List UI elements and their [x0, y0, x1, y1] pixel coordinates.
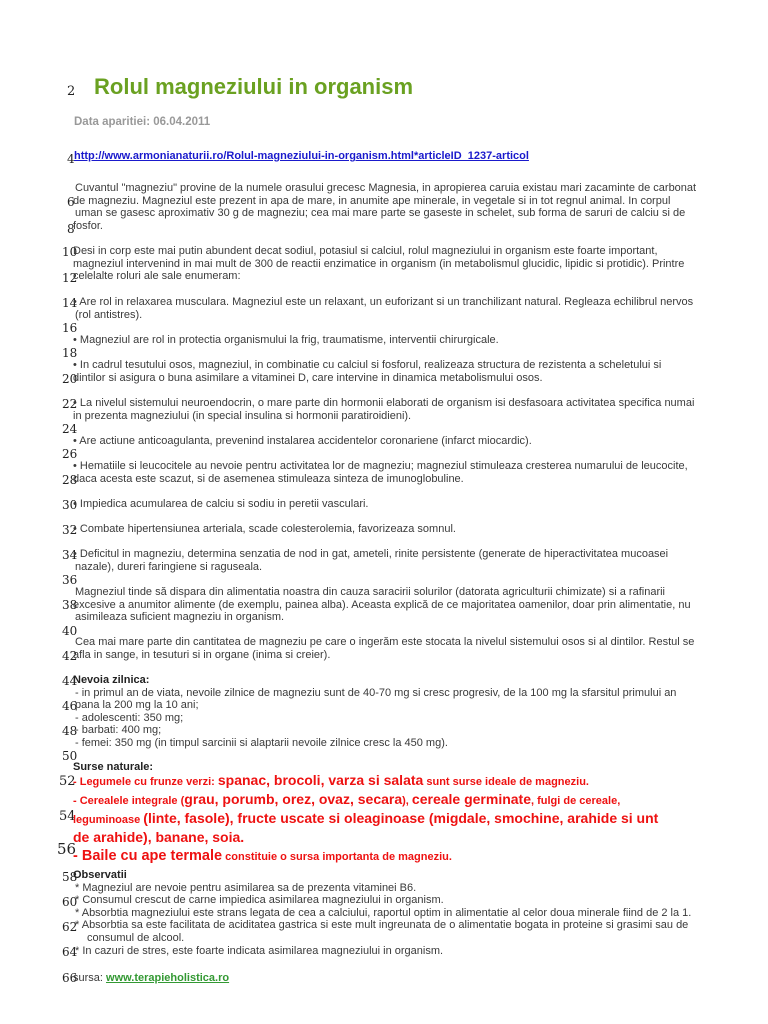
line-number: 50 — [62, 749, 78, 763]
daily-needs-heading: Nevoia zilnica: — [73, 674, 150, 686]
line-number: 52 — [59, 774, 76, 789]
daily-needs-section: Nevoia zilnica: - in primul an de viata, nevoile zilnice de magneziu sunt de 40-70 mg si cresc progresiv, de la 100 mg la sfarsitul primului an pana la 200 mg la 10 ani; - adolescenti: 350 mg; - barbati: 400 mg; - femei: 350 mg (in timpul sarcinii si alaptarii nevoile zilnice cresc la 450 mg). — [73, 674, 743, 750]
line-number: 32 — [62, 523, 78, 537]
roles-paragraph: Desi in corp este mai putin abundent decat sodiul, potasiul si calciul, rolul magneziului in organism este foarte important, magneziul intervenind in mai mult de 300 de reactii enzimatice in organism (in metabolismul glucidic, lipidic si protidic). Printre celelalte roluri ale sale enumeram: — [73, 245, 685, 283]
bullet-item: • Are actiune anticoagulanta, prevenind instalarea accidentelor coronariene (infarct miocardic). — [73, 435, 532, 447]
line-number: 60 — [62, 895, 78, 909]
line-number: 10 — [62, 245, 78, 259]
bullet-item: • Hematiile si leucocitele au nevoie pentru activitatea lor de magneziu; magneziul stimuleaza cresterea numarului de leucocite, daca acesta este scazut, si de asemenea stimuleaza sinteza de imunoglobuline. — [73, 460, 688, 485]
source-line: sursa: www.terapieholistica.ro — [73, 972, 230, 984]
line-number: 28 — [62, 473, 78, 487]
bullet-item: • In cadrul tesutului osos, magneziul, in combinatie cu calciul si fosforul, realizeaza structura de rezistenta a scheletului si dintilor si asigura o buna asimilare a vitaminei D, care intervine in dinamica metabolismului osos. — [73, 359, 662, 384]
natural-sources-heading: Surse naturale: — [73, 761, 154, 773]
line-number: 48 — [62, 724, 78, 738]
bullet-item: • La nivelul sistemului neuroendocrin, o mare parte din hormonii elaborati de organism isi desfasoara activitatea specifica numai in prezenta magneziului (in special insulina si hormonii paratiroidieni). — [73, 397, 695, 422]
storage-paragraph: Cea mai mare parte din cantitatea de magneziu pe care o ingerăm este stocata la nivelul sistemului osos si al dintilor. Restul se afla in sange, in tesuturi si in organe (inima si creier). — [73, 636, 695, 661]
bullet-item: • Combate hipertensiunea arteriala, scade colesterolemia, favorizeaza somnul. — [73, 523, 456, 535]
bullet-item: • Are rol in relaxarea musculara. Magneziul este un relaxant, un euforizant si un tranchilizant natural. Regleaza echilibrul nervos (rol antistres). — [73, 296, 694, 321]
line-number: 64 — [62, 945, 78, 959]
publish-date: Data aparitiei: 06.04.2011 — [74, 116, 211, 128]
line-number: 56 — [57, 840, 77, 858]
line-number: 42 — [62, 649, 78, 663]
bullet-item: • Magneziul are rol in protectia organismului la frig, traumatisme, interventii chirurgicale. — [73, 334, 499, 346]
natural-sources-list: - Legumele cu frunze verzi: spanac, brocoli, varza si salata sunt surse ideale de magneziu. - Cerealele integrale (grau, porumb, orez, ovaz, secara), cereale germinate, fulgi de cereale, leguminoase (linte, fasole), fructe uscate si oleaginoase (migdale, smochine, arahide si unt de arahide), banane, soia. - Baile cu ape termale constituie o sursa importanta de magneziu. — [73, 772, 659, 864]
line-number: 6 — [67, 195, 75, 209]
intro-paragraph: Cuvantul "magneziu" provine de la numele orasului grecesc Magnesia, in apropierea caruia existau mari zacaminte de carbonat de magneziu. Magneziul este prezent in apa de mare, in anumite ape minerale, in vegetale si in tot regnul animal. In corpul uman se gasesc aproximativ 30 g de magneziu; cea mai mare parte se gaseste in schelet, sub forma de saruri de calciu si de fosfor. — [73, 182, 697, 232]
line-number: 46 — [62, 699, 78, 713]
source-url-link[interactable]: http://www.armonianaturii.ro/Rolul-magneziului-in-organism.html*articleID_1237-articol — [74, 150, 529, 162]
line-number: 66 — [62, 971, 78, 985]
line-number: 54 — [59, 809, 76, 824]
line-number: 14 — [62, 296, 78, 310]
line-number: 2 — [67, 84, 76, 99]
line-number: 34 — [62, 548, 78, 562]
line-number: 40 — [62, 624, 78, 638]
source-link[interactable]: www.terapieholistica.ro — [106, 972, 230, 984]
line-number: 18 — [62, 346, 78, 360]
line-number: 20 — [62, 372, 78, 386]
line-number: 62 — [62, 920, 78, 934]
observations-heading: Observatii — [73, 869, 127, 881]
line-number: 8 — [67, 222, 75, 236]
line-number: 4 — [67, 152, 75, 166]
line-number: 16 — [62, 321, 78, 335]
line-number: 36 — [62, 573, 78, 587]
line-number: 24 — [62, 422, 78, 436]
bullet-item: • Deficitul in magneziu, determina senzatia de nod in gat, ameteli, rinite persistente (generate de hiperactivitatea mucoasei nazale), dureri faringiene si raguseala. — [73, 548, 669, 573]
depletion-paragraph: Magneziul tinde să dispara din alimentatia noastra din cauza saracirii solurilor (datorata agriculturii chimizate) si a rafinarii excesive a anumitor alimente (de exemplu, painea alba). Aceasta explică de ce majoritatea oamenilor, doar prin alimentatie, nu asimileaza suficient magneziu in organism. — [73, 586, 691, 624]
line-number: 44 — [62, 674, 78, 688]
line-number: 58 — [62, 870, 78, 884]
line-number: 30 — [62, 498, 78, 512]
article-title: Rolul magneziului in organism — [94, 74, 414, 99]
line-number: 26 — [62, 447, 78, 461]
bullet-item: • Impiedica acumularea de calciu si sodiu in peretii vasculari. — [73, 498, 369, 510]
observations-section: Observatii * Magneziul are nevoie pentru asimilarea sa de prezenta vitaminei B6. * Consumul crescut de carne impiedica asimilarea magneziului in organism. * Absorbtia magneziului este strans legata de cea a calciului, raportul optim in alimentatie al celor doua minerale fiind de 2 la 1. * Absorbtia sa este facilitata de aciditatea gastrica si este mult ingreunata de o alimentatie bogata in proteine si grasimi sau de consumul de alcool. * In cazuri de stres, este foarte indicata asimilarea magneziului in organism. — [73, 869, 743, 957]
line-number: 22 — [62, 397, 78, 411]
line-number: 12 — [62, 271, 78, 285]
line-number: 38 — [62, 598, 78, 612]
